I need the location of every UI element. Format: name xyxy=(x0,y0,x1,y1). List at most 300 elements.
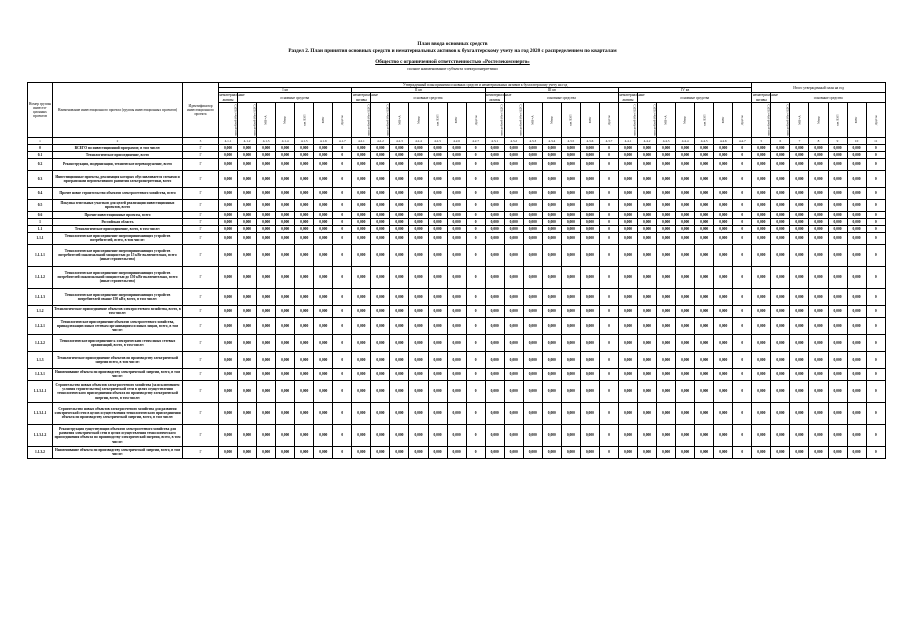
row-value: 0,000 xyxy=(809,446,828,458)
row-value: 0,000 xyxy=(676,380,695,402)
row-value: 0,000 xyxy=(752,266,771,288)
row-value: 0,000 xyxy=(714,402,733,424)
row-value: 0,000 xyxy=(390,424,409,446)
row-value: 0,000 xyxy=(257,170,276,187)
row-value: 0,000 xyxy=(485,368,504,380)
row-value: 0 xyxy=(733,305,752,317)
row-value: 0,000 xyxy=(352,424,371,446)
row-value: 0,000 xyxy=(238,351,257,368)
row-value: 0,000 xyxy=(542,244,561,266)
row-value: 0,000 xyxy=(371,199,390,211)
table-row xyxy=(28,187,886,199)
row-name: Наименование объекта по производству электрической энергии, всего, в том числе: xyxy=(53,446,183,458)
row-value: 0,000 xyxy=(390,218,409,225)
row-value: 0,000 xyxy=(276,244,295,266)
column-number: 6 xyxy=(771,137,790,144)
row-value: 0,000 xyxy=(676,402,695,424)
row-value: 0,000 xyxy=(828,402,847,424)
row-value: 0,000 xyxy=(809,402,828,424)
row-value: 0,000 xyxy=(695,199,714,211)
row-value: 0,000 xyxy=(828,368,847,380)
row-value: 0,000 xyxy=(771,368,790,380)
row-value: 0,000 xyxy=(314,334,333,351)
row-value: 0,000 xyxy=(295,334,314,351)
row-name: Наименование объекта по производству электрической энергии, всего, в том числе: xyxy=(53,368,183,380)
row-value: 0,000 xyxy=(771,305,790,317)
row-id: Г xyxy=(183,199,219,211)
row-value: 0,000 xyxy=(771,225,790,232)
row-value: 0 xyxy=(333,187,352,199)
row-value: 0,000 xyxy=(561,368,580,380)
header-fixed-assets: основные средства xyxy=(371,93,485,102)
row-value: 0,000 xyxy=(714,446,733,458)
row-value: 0,000 xyxy=(352,151,371,158)
row-value: 0,000 xyxy=(219,288,238,305)
row-id: Г xyxy=(183,266,219,288)
row-name: ВСЕГО по инвестиционной программе, в том числе: xyxy=(53,144,183,151)
row-value: 0 xyxy=(733,351,752,368)
row-value: 0,000 xyxy=(657,244,676,266)
row-value: 0,000 xyxy=(390,288,409,305)
row-value: 0,000 xyxy=(580,305,599,317)
row-value: 0,000 xyxy=(638,266,657,288)
header-unit-label: млн рублей (без НДС) xyxy=(385,104,390,136)
row-value: 0 xyxy=(599,199,618,211)
column-number: 4.1.4 xyxy=(276,137,295,144)
row-value: 0,000 xyxy=(638,446,657,458)
column-number: 4.1.6 xyxy=(314,137,333,144)
column-number: 10 xyxy=(847,137,866,144)
row-number: 1.1.3 xyxy=(28,351,53,368)
row-value: 0,000 xyxy=(428,218,447,225)
row-value: 0,000 xyxy=(219,187,238,199)
header-unit-label: МВт xyxy=(587,116,592,124)
row-name: Технологическое присоединение, всего xyxy=(53,151,183,158)
table-row xyxy=(28,151,886,158)
row-value: 0,000 xyxy=(618,232,637,244)
row-value: 0,000 xyxy=(542,380,561,402)
row-value: 0,000 xyxy=(561,305,580,317)
row-value: 0,000 xyxy=(561,446,580,458)
row-value: 0,000 xyxy=(314,244,333,266)
row-value: 0,000 xyxy=(428,446,447,458)
row-value: 0,000 xyxy=(447,170,466,187)
header-unit-label: Мвар xyxy=(283,116,288,124)
row-value: 0,000 xyxy=(485,424,504,446)
table-row xyxy=(28,170,886,187)
row-value: 0,000 xyxy=(542,288,561,305)
row-value: 0,000 xyxy=(523,266,542,288)
row-value: 0,000 xyxy=(828,158,847,170)
row-value: 0,000 xyxy=(371,232,390,244)
row-value: 0,000 xyxy=(390,317,409,334)
row-value: 0,000 xyxy=(809,144,828,151)
row-value: 0,000 xyxy=(257,218,276,225)
row-value: 0,000 xyxy=(542,317,561,334)
header-unit xyxy=(466,102,485,137)
row-value: 0,000 xyxy=(847,144,866,151)
row-value: 0,000 xyxy=(485,402,504,424)
row-value: 0,000 xyxy=(676,244,695,266)
row-value: 0,000 xyxy=(542,211,561,218)
row-value: 0,000 xyxy=(390,170,409,187)
row-value: 0,000 xyxy=(790,158,809,170)
header-unit xyxy=(542,102,561,137)
row-value: 0,000 xyxy=(352,446,371,458)
row-value: 0,000 xyxy=(790,446,809,458)
row-number: 1.1.1 xyxy=(28,232,53,244)
row-value: 0,000 xyxy=(638,244,657,266)
row-value: 0,000 xyxy=(295,187,314,199)
row-value: 0,000 xyxy=(790,151,809,158)
row-value: 0,000 xyxy=(428,244,447,266)
row-value: 0,000 xyxy=(847,424,866,446)
row-value: 0,000 xyxy=(295,244,314,266)
row-value: 0,000 xyxy=(618,424,637,446)
row-value: 0,000 xyxy=(371,225,390,232)
header-unit-label: МВ×А xyxy=(264,115,269,125)
row-value: 0,000 xyxy=(561,380,580,402)
row-value: 0,000 xyxy=(561,144,580,151)
row-value: 0,000 xyxy=(409,232,428,244)
row-value: 0,000 xyxy=(295,218,314,225)
row-value: 0,000 xyxy=(847,402,866,424)
row-value: 0 xyxy=(599,218,618,225)
row-value: 0,000 xyxy=(695,402,714,424)
header-unit-label: Другое xyxy=(473,114,478,125)
row-value: 0,000 xyxy=(428,232,447,244)
row-value: 0,000 xyxy=(695,317,714,334)
row-value: 0,000 xyxy=(676,446,695,458)
row-value: 0,000 xyxy=(257,317,276,334)
row-value: 0,000 xyxy=(485,151,504,158)
row-name: Технологическое присоединение энергопринимающих устройств потребителей свыше 150 кВт, всего, в том числе: xyxy=(53,288,183,305)
row-value: 0,000 xyxy=(295,266,314,288)
row-value: 0,000 xyxy=(561,158,580,170)
row-value: 0,000 xyxy=(295,232,314,244)
row-value: 0,000 xyxy=(847,334,866,351)
row-value: 0,000 xyxy=(618,334,637,351)
column-number: 4.3.3 xyxy=(523,137,542,144)
row-value: 0,000 xyxy=(314,266,333,288)
row-value: 0,000 xyxy=(276,368,295,380)
row-value: 0,000 xyxy=(352,380,371,402)
row-value: 0,000 xyxy=(504,218,523,225)
column-number: 4.3.6 xyxy=(580,137,599,144)
row-value: 0 xyxy=(333,225,352,232)
row-name: Технологическое присоединение объектов по производству электрической энергии всего, в том числе: xyxy=(53,351,183,368)
row-value: 0,000 xyxy=(371,305,390,317)
row-value: 0,000 xyxy=(638,402,657,424)
row-value: 0,000 xyxy=(847,244,866,266)
row-value: 0,000 xyxy=(695,218,714,225)
row-value: 0,000 xyxy=(714,288,733,305)
row-value: 0,000 xyxy=(714,232,733,244)
header-unit xyxy=(219,102,238,137)
row-value: 0,000 xyxy=(352,199,371,211)
row-value: 0,000 xyxy=(714,380,733,402)
row-value: 0,000 xyxy=(371,446,390,458)
column-number: 11 xyxy=(866,137,885,144)
row-value: 0,000 xyxy=(257,402,276,424)
row-value: 0,000 xyxy=(638,170,657,187)
row-value: 0,000 xyxy=(828,351,847,368)
row-number: 0.4 xyxy=(28,187,53,199)
row-value: 0,000 xyxy=(447,402,466,424)
row-number: 0 xyxy=(28,144,53,151)
table-row xyxy=(28,317,886,334)
row-value: 0,000 xyxy=(676,144,695,151)
row-value: 0,000 xyxy=(618,305,637,317)
row-id: Г xyxy=(183,187,219,199)
row-value: 0,000 xyxy=(276,402,295,424)
row-value: 0,000 xyxy=(847,199,866,211)
row-value: 0,000 xyxy=(238,170,257,187)
row-value: 0,000 xyxy=(676,288,695,305)
row-value: 0,000 xyxy=(657,144,676,151)
row-value: 0,000 xyxy=(523,170,542,187)
row-value: 0,000 xyxy=(714,170,733,187)
row-value: 0,000 xyxy=(314,211,333,218)
row-name: Технологическое присоединение энергопринимающих устройств потребителей максимальной мощностью до 150 кВт включительно, всего (иные строительство) xyxy=(53,266,183,288)
row-value: 0,000 xyxy=(523,211,542,218)
row-value: 0,000 xyxy=(314,446,333,458)
row-value: 0,000 xyxy=(257,199,276,211)
row-value: 0,000 xyxy=(352,232,371,244)
row-value: 0,000 xyxy=(638,199,657,211)
header-quarter: I кв xyxy=(219,88,352,93)
row-value: 0,000 xyxy=(390,232,409,244)
table-row xyxy=(28,144,886,151)
row-value: 0 xyxy=(466,380,485,402)
header-unit-label: Другое xyxy=(873,114,878,125)
row-value: 0,000 xyxy=(676,317,695,334)
row-value: 0,000 xyxy=(771,211,790,218)
row-value: 0 xyxy=(466,244,485,266)
column-number: 4.4.6 xyxy=(714,137,733,144)
row-value: 0,000 xyxy=(580,402,599,424)
row-value: 0,000 xyxy=(657,424,676,446)
table-row xyxy=(28,402,886,424)
row-value: 0 xyxy=(599,144,618,151)
row-value: 0,000 xyxy=(409,144,428,151)
row-value: 0,000 xyxy=(428,266,447,288)
row-value: 0,000 xyxy=(618,244,637,266)
row-name: Реконструкция существующих объектов электросетевого хозяйства для развития электрической сети в целях осуществления технологического присоединения объекта по производству электрической энергии, всего, в том числе: xyxy=(53,424,183,446)
row-value: 0,000 xyxy=(790,244,809,266)
row-value: 0,000 xyxy=(447,288,466,305)
row-value: 0,000 xyxy=(371,266,390,288)
row-value: 0,000 xyxy=(352,317,371,334)
row-value: 0,000 xyxy=(485,380,504,402)
row-value: 0,000 xyxy=(752,351,771,368)
header-unit xyxy=(485,102,504,137)
row-value: 0 xyxy=(733,424,752,446)
row-value: 0,000 xyxy=(542,368,561,380)
header-unit xyxy=(238,102,257,137)
row-name: Строительство новых объектов электросетевого хозяйства (за исключением условия строительства) электрической сети в целях осуществления технологического присоединения объекта по производству электрической энергии, всего, в том числе: xyxy=(53,380,183,402)
row-value: 0,000 xyxy=(752,158,771,170)
row-value: 0,000 xyxy=(771,187,790,199)
row-value: 0,000 xyxy=(714,305,733,317)
row-value: 0,000 xyxy=(676,334,695,351)
row-value: 0,000 xyxy=(752,225,771,232)
table-row xyxy=(28,211,886,218)
row-value: 0,000 xyxy=(542,446,561,458)
row-value: 0,000 xyxy=(828,170,847,187)
row-name: Прочие инвестиционные проекты, всего xyxy=(53,211,183,218)
row-value: 0,000 xyxy=(580,288,599,305)
row-value: 0,000 xyxy=(847,288,866,305)
row-id: Г xyxy=(183,368,219,380)
row-value: 0 xyxy=(733,225,752,232)
row-value: 0,000 xyxy=(257,144,276,151)
header-unit xyxy=(676,102,695,137)
row-value: 0 xyxy=(333,334,352,351)
row-id: Г xyxy=(183,380,219,402)
header-unit xyxy=(523,102,542,137)
row-value: 0 xyxy=(333,380,352,402)
row-id: Г xyxy=(183,402,219,424)
row-value: 0,000 xyxy=(561,266,580,288)
row-value: 0,000 xyxy=(790,266,809,288)
row-value: 0,000 xyxy=(714,317,733,334)
row-value: 0,000 xyxy=(809,244,828,266)
organization-caption: полное наименование субъекта электроэнергетики xyxy=(407,66,498,71)
row-value: 0,000 xyxy=(828,244,847,266)
row-value: 0,000 xyxy=(409,211,428,218)
header-unit-label: Мвар xyxy=(816,116,821,124)
row-value: 0 xyxy=(333,351,352,368)
row-value: 0,000 xyxy=(238,368,257,380)
row-value: 0,000 xyxy=(790,225,809,232)
column-number: 4.2.3 xyxy=(390,137,409,144)
row-value: 0,000 xyxy=(561,232,580,244)
row-value: 0,000 xyxy=(676,170,695,187)
row-value: 0,000 xyxy=(714,144,733,151)
row-value: 0,000 xyxy=(847,218,866,225)
header-unit-label: Мвар xyxy=(416,116,421,124)
row-value: 0,000 xyxy=(714,266,733,288)
header-unit-label: МВт xyxy=(454,116,459,124)
row-value: 0,000 xyxy=(676,211,695,218)
row-value: 0,000 xyxy=(752,446,771,458)
row-value: 0,000 xyxy=(447,446,466,458)
row-value: 0,000 xyxy=(371,317,390,334)
column-number: 4.3.7 xyxy=(599,137,618,144)
row-value: 0,000 xyxy=(257,446,276,458)
row-value: 0,000 xyxy=(447,317,466,334)
row-value: 0,000 xyxy=(523,305,542,317)
row-value: 0,000 xyxy=(580,351,599,368)
row-value: 0,000 xyxy=(618,187,637,199)
row-value: 0,000 xyxy=(771,446,790,458)
row-value: 0,000 xyxy=(428,187,447,199)
row-value: 0,000 xyxy=(523,187,542,199)
row-value: 0,000 xyxy=(771,402,790,424)
row-value: 0,000 xyxy=(847,158,866,170)
row-value: 0,000 xyxy=(238,232,257,244)
row-value: 0,000 xyxy=(809,218,828,225)
row-value: 0,000 xyxy=(618,402,637,424)
row-value: 0,000 xyxy=(295,211,314,218)
row-value: 0,000 xyxy=(790,317,809,334)
row-value: 0 xyxy=(866,170,885,187)
row-value: 0,000 xyxy=(752,187,771,199)
row-value: 0 xyxy=(333,151,352,158)
row-value: 0,000 xyxy=(790,199,809,211)
row-value: 0,000 xyxy=(485,199,504,211)
column-number: 4.4.4 xyxy=(676,137,695,144)
row-value: 0,000 xyxy=(295,368,314,380)
row-value: 0,000 xyxy=(409,151,428,158)
row-value: 0,000 xyxy=(390,402,409,424)
row-value: 0,000 xyxy=(676,158,695,170)
row-value: 0,000 xyxy=(523,380,542,402)
row-value: 0,000 xyxy=(695,424,714,446)
row-value: 0,000 xyxy=(676,305,695,317)
row-value: 0,000 xyxy=(657,266,676,288)
row-value: 0,000 xyxy=(847,351,866,368)
row-name: Покупка земельных участков для целей реализации инвестиционных проектов, всего xyxy=(53,199,183,211)
row-value: 0 xyxy=(333,288,352,305)
row-value: 0,000 xyxy=(847,305,866,317)
row-value: 0 xyxy=(333,211,352,218)
row-value: 0 xyxy=(866,351,885,368)
row-value: 0,000 xyxy=(752,170,771,187)
row-value: 0,000 xyxy=(542,199,561,211)
row-value: 0,000 xyxy=(638,351,657,368)
header-fixed-assets: основные средства xyxy=(771,93,886,102)
header-unit xyxy=(314,102,333,137)
row-value: 0,000 xyxy=(580,380,599,402)
row-value: 0,000 xyxy=(447,232,466,244)
row-value: 0,000 xyxy=(390,187,409,199)
row-value: 0,000 xyxy=(428,288,447,305)
row-value: 0,000 xyxy=(828,144,847,151)
row-value: 0,000 xyxy=(314,288,333,305)
row-value: 0,000 xyxy=(390,305,409,317)
row-value: 0,000 xyxy=(219,151,238,158)
row-value: 0,000 xyxy=(295,446,314,458)
row-value: 0,000 xyxy=(809,225,828,232)
row-value: 0,000 xyxy=(409,305,428,317)
row-value: 0 xyxy=(599,158,618,170)
row-value: 0,000 xyxy=(523,351,542,368)
row-value: 0,000 xyxy=(714,151,733,158)
row-value: 0,000 xyxy=(657,305,676,317)
column-number: 7 xyxy=(790,137,809,144)
row-value: 0,000 xyxy=(695,225,714,232)
header-unit xyxy=(257,102,276,137)
row-value: 0,000 xyxy=(790,380,809,402)
row-value: 0,000 xyxy=(371,244,390,266)
header-unit xyxy=(638,102,657,137)
header-unit-label: км ЛЭП xyxy=(435,114,440,126)
row-value: 0,000 xyxy=(238,158,257,170)
row-value: 0,000 xyxy=(257,424,276,446)
row-value: 0,000 xyxy=(695,334,714,351)
row-value: 0,000 xyxy=(638,158,657,170)
row-value: 0,000 xyxy=(276,144,295,151)
row-value: 0,000 xyxy=(352,288,371,305)
row-value: 0 xyxy=(599,266,618,288)
row-value: 0,000 xyxy=(714,368,733,380)
row-value: 0 xyxy=(599,288,618,305)
row-value: 0,000 xyxy=(790,334,809,351)
row-number: 0.2 xyxy=(28,158,53,170)
row-value: 0,000 xyxy=(504,368,523,380)
